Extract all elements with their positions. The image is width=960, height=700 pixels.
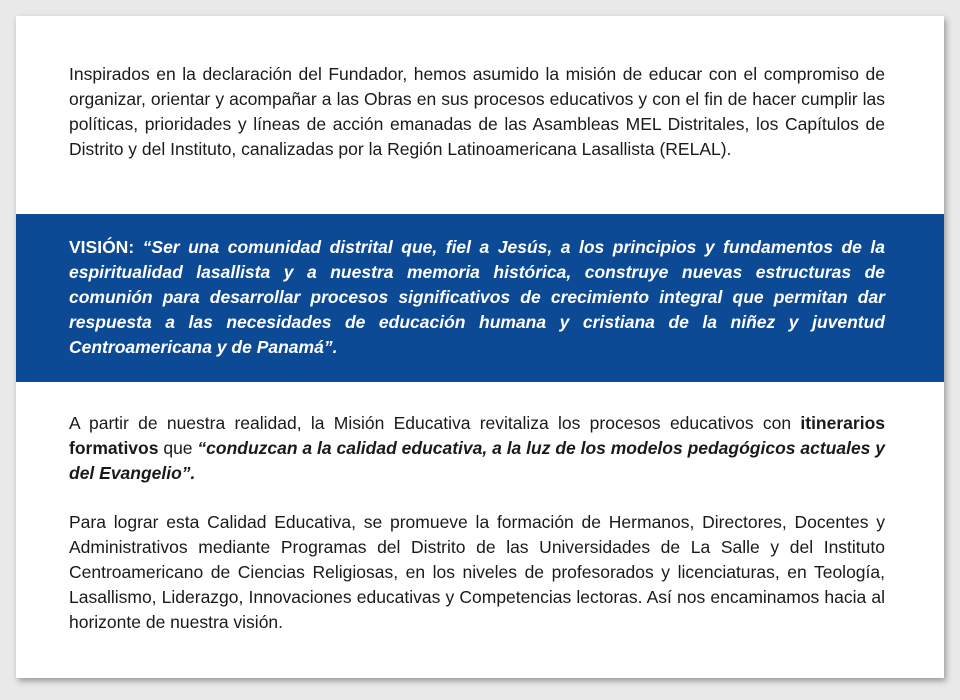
paragraph-2-intro: A partir de nuestra realidad, la Misión Educativa revitaliza los procesos educativos con — [69, 413, 792, 433]
vision-label: VISIÓN: — [69, 237, 135, 257]
paragraph-2-quote: “conduzcan a la calidad educativa, a la luz de los modelos pedagógicos actuales y del Evangelio”. — [69, 438, 885, 483]
paragraph-2-connector: que — [163, 438, 193, 458]
vision-band — [16, 214, 944, 382]
vision-text: “Ser una comunidad distrital que, fiel a Jesús, a los principios y fundamentos de la espiritualidad lasallista y a nuestra memoria histórica, construye nuevas estructuras de comunión para desarrollar procesos significativos de crecimiento integral que permitan dar respuesta a las necesidades de educación humana y cristiana de la niñez y juventud Centroamericana y de Panamá”. — [69, 237, 885, 357]
quality-education-paragraph: Para lograr esta Calidad Educativa, se promueve la formación de Hermanos, Directores, Docentes y Administrativos mediante Programas del Distrito de las Universidades de La Salle y del Instituto Centroamericano de Ciencias Religiosas, en los niveles de profesorados y licenciaturas, en Teología, Lasallismo, Liderazgo, Innovaciones educativas y Competencias lectoras. Así nos encaminamos hacia al horizonte de nuestra visión. — [69, 512, 885, 632]
mission-paragraph: Inspirados en la declaración del Fundador, hemos asumido la misión de educar con el compromiso de organizar, orientar y acompañar a las Obras en sus procesos educativos y con el fin de hacer cumplir las políticas, prioridades y líneas de acción emanadas de las Asambleas MEL Distritales, los Capítulos de Distrito y del Instituto, canalizadas por la Región Latinoamericana Lasallista (RELAL). — [69, 64, 885, 159]
document-page — [16, 16, 944, 678]
paragraph-2-bold-term: itinerarios formativos — [69, 413, 885, 458]
educational-mission-paragraph — [69, 411, 885, 486]
vision-statement — [69, 235, 885, 360]
